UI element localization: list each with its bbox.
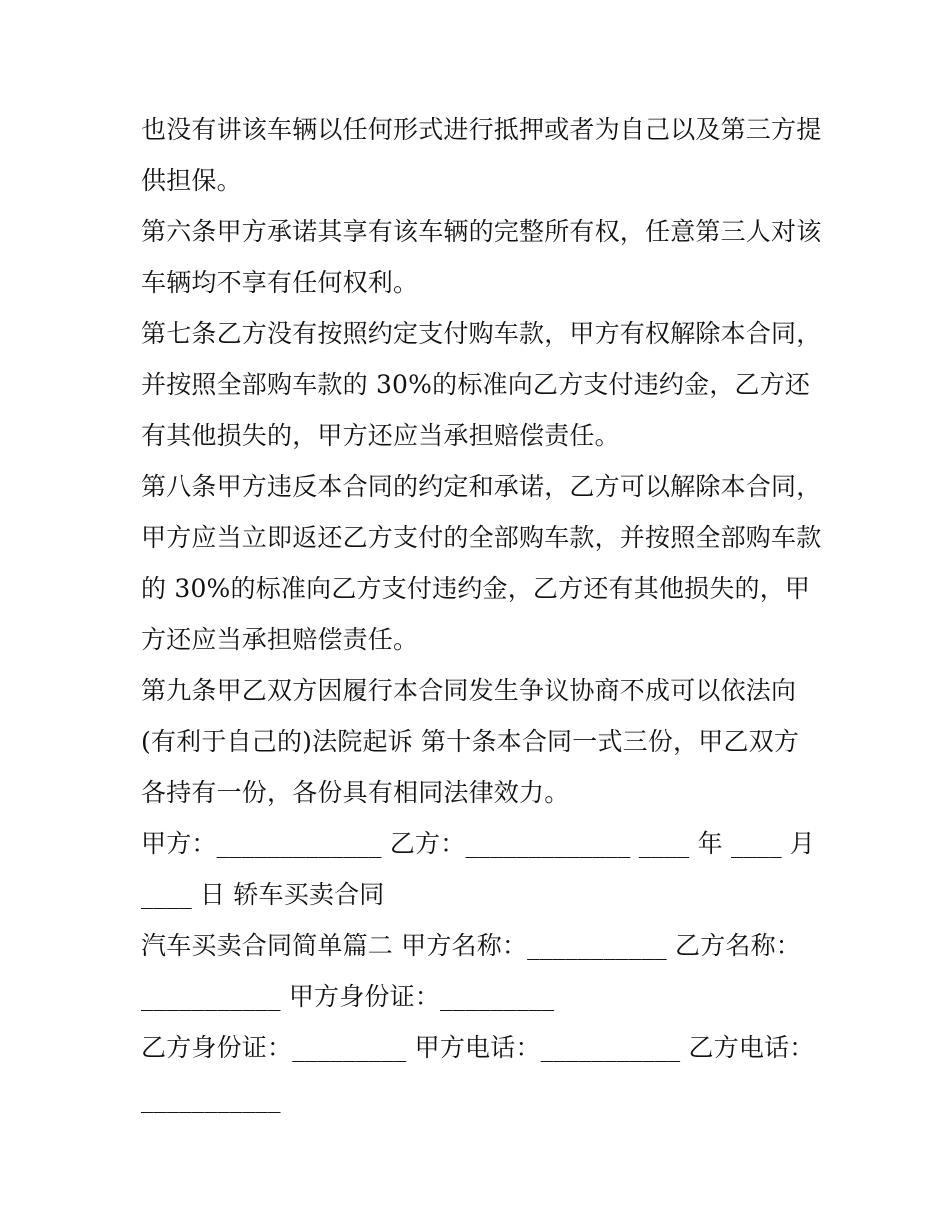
contract-two-heading-line: 汽车买卖合同简单篇二 甲方名称：___________ 乙方名称： — [141, 931, 801, 960]
text-line-3: 第六条甲方承诺其享有该车辆的完整所有权，任意第三人对该 — [141, 217, 822, 246]
contract-two-phone-line: 乙方身份证：_________ 甲方电话：___________ 乙方电话： — [141, 1033, 815, 1062]
text-line-10: 的 30%的标准向乙方支付违约金，乙方还有其他损失的，甲 — [141, 574, 811, 603]
signature-line-parties: 甲方：_____________ 乙方：_____________ ____ 年 ____ 月 — [141, 829, 816, 858]
signature-line-date: ____ 日 轿车买卖合同 — [141, 880, 385, 909]
text-line-4: 车辆均不享有任何权利。 — [141, 268, 419, 297]
text-line-2: 供担保。 — [141, 166, 242, 195]
contract-two-blank-line: ___________ — [141, 1084, 281, 1113]
text-line-5: 第七条乙方没有按照约定支付购车款，甲方有权解除本合同， — [141, 319, 822, 348]
text-line-8: 第八条甲方违反本合同的约定和承诺，乙方可以解除本合同， — [141, 472, 822, 501]
text-line-12: 第九条甲乙双方因履行本合同发生争议协商不成可以依法向 — [141, 676, 797, 705]
text-line-6: 并按照全部购车款的 30%的标准向乙方支付违约金，乙方还 — [141, 370, 811, 399]
text-line-11: 方还应当承担赔偿责任。 — [141, 625, 419, 654]
text-line-14: 各持有一份，各份具有相同法律效力。 — [141, 778, 570, 807]
text-line-1: 也没有讲该车辆以任何形式进行抵押或者为自己以及第三方提 — [141, 115, 822, 144]
contract-two-id-line: ___________ 甲方身份证：_________ — [141, 982, 555, 1011]
text-line-7: 有其他损失的，甲方还应当承担赔偿责任。 — [141, 421, 620, 450]
text-line-13: (有利于自己的)法院起诉 第十条本合同一式三份，甲乙双方 — [141, 727, 800, 756]
text-line-9: 甲方应当立即返还乙方支付的全部购车款，并按照全部购车款 — [141, 523, 822, 552]
